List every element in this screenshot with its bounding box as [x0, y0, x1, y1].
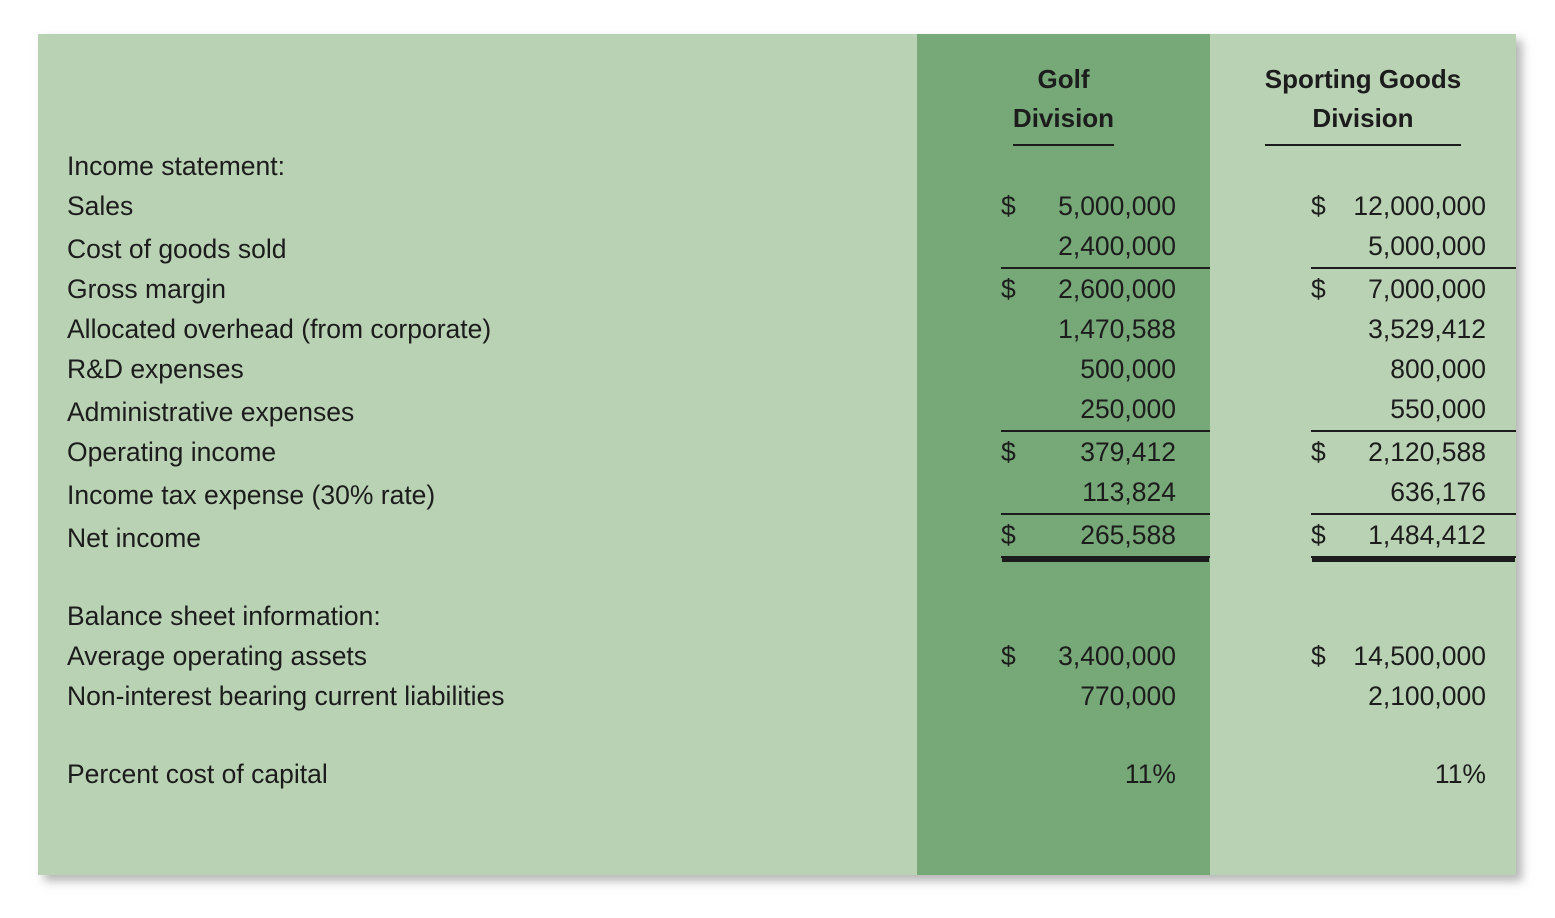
currency-symbol: $ — [1311, 641, 1326, 671]
golf-value — [917, 515, 1210, 558]
table-row — [38, 349, 1516, 389]
golf-value — [917, 226, 1210, 269]
table-spacer-row — [38, 716, 1516, 754]
currency-symbol: $ — [1001, 274, 1016, 304]
amount: 14,500,000 — [1353, 641, 1486, 671]
amount: 2,100,000 — [1368, 681, 1486, 711]
header-golf-line1: Golf — [1037, 64, 1090, 94]
sporting-value — [1210, 226, 1516, 269]
table-row — [38, 226, 1516, 269]
row-label: Operating income — [67, 437, 277, 467]
sporting-value — [1210, 349, 1516, 389]
golf-value — [917, 636, 1210, 676]
golf-value — [917, 186, 1210, 226]
currency-symbol: $ — [1001, 520, 1016, 550]
header-sporting-line2: Division — [1312, 103, 1414, 133]
sporting-value — [1210, 558, 1516, 596]
header-blank — [38, 34, 917, 146]
sporting-value — [1210, 754, 1516, 794]
table-row — [38, 269, 1516, 309]
amount: 1,484,412 — [1368, 520, 1486, 550]
row-label: Allocated overhead (from corporate) — [67, 314, 492, 344]
golf-value — [917, 309, 1210, 349]
amount: 1,470,588 — [1058, 314, 1176, 344]
table-row — [38, 389, 1516, 432]
golf-value — [917, 146, 1210, 186]
row-label: Cost of goods sold — [67, 234, 287, 264]
row-label: Sales — [67, 191, 134, 221]
amount: 770,000 — [1080, 681, 1176, 711]
amount: 379,412 — [1080, 437, 1176, 467]
sporting-value — [1210, 716, 1516, 754]
divisional-performance-table — [38, 34, 1516, 794]
amount: 5,000,000 — [1058, 191, 1176, 221]
currency-symbol: $ — [1311, 520, 1326, 550]
row-label: Net income — [67, 523, 202, 553]
amount: 2,600,000 — [1058, 274, 1176, 304]
row-label — [38, 558, 917, 596]
sporting-value — [1210, 186, 1516, 226]
amount: 12,000,000 — [1353, 191, 1486, 221]
amount: 11% — [1124, 759, 1176, 789]
table-row — [38, 472, 1516, 515]
row-label: Percent cost of capital — [67, 759, 328, 789]
table-row — [38, 309, 1516, 349]
header-sporting-line1: Sporting Goods — [1264, 64, 1462, 94]
sporting-value — [1210, 676, 1516, 716]
row-label: Gross margin — [67, 274, 227, 304]
sporting-value — [1210, 269, 1516, 309]
amount: 265,588 — [1080, 520, 1176, 550]
currency-symbol: $ — [1001, 191, 1016, 221]
row-label: Income statement: — [67, 151, 285, 181]
financial-table-panel — [38, 34, 1516, 875]
golf-value — [917, 596, 1210, 636]
currency-symbol: $ — [1001, 641, 1016, 671]
header-golf-line2: Division — [1012, 103, 1115, 133]
table-row — [38, 676, 1516, 716]
table-row — [38, 432, 1516, 472]
header-sporting-goods-division — [1210, 34, 1516, 146]
row-label — [38, 716, 917, 754]
sporting-value — [1210, 432, 1516, 472]
row-label: Average operating assets — [67, 641, 368, 671]
row-label: Income tax expense (30% rate) — [67, 480, 436, 510]
sporting-value — [1210, 146, 1516, 186]
table-spacer-row — [38, 558, 1516, 596]
amount: 11% — [1434, 759, 1486, 789]
amount: 2,400,000 — [1058, 231, 1176, 261]
table-row — [38, 636, 1516, 676]
table-row — [38, 186, 1516, 226]
amount: 250,000 — [1080, 394, 1176, 424]
amount: 550,000 — [1390, 394, 1486, 424]
currency-symbol: $ — [1001, 437, 1016, 467]
amount: 2,120,588 — [1368, 437, 1486, 467]
sporting-value — [1210, 309, 1516, 349]
table-body — [38, 146, 1516, 794]
table-header-row — [38, 34, 1516, 146]
amount: 636,176 — [1390, 477, 1486, 507]
golf-value — [917, 269, 1210, 309]
currency-symbol: $ — [1311, 274, 1326, 304]
golf-value — [917, 389, 1210, 432]
amount: 500,000 — [1080, 354, 1176, 384]
table-row — [38, 596, 1516, 636]
row-label: R&D expenses — [67, 354, 244, 384]
golf-value — [917, 432, 1210, 472]
golf-value — [917, 754, 1210, 794]
currency-symbol: $ — [1311, 191, 1326, 221]
sporting-value — [1210, 389, 1516, 432]
table-row — [38, 754, 1516, 794]
sporting-value — [1210, 636, 1516, 676]
amount: 5,000,000 — [1368, 231, 1486, 261]
table-row — [38, 515, 1516, 558]
sporting-value — [1210, 515, 1516, 558]
row-label: Non-interest bearing current liabilities — [67, 681, 505, 711]
golf-value — [917, 472, 1210, 515]
amount: 3,400,000 — [1058, 641, 1176, 671]
golf-value — [917, 716, 1210, 754]
row-label: Administrative expenses — [67, 397, 355, 427]
golf-value — [917, 558, 1210, 596]
amount: 3,529,412 — [1368, 314, 1486, 344]
table-row — [38, 146, 1516, 186]
amount: 800,000 — [1390, 354, 1486, 384]
golf-value — [917, 676, 1210, 716]
sporting-value — [1210, 472, 1516, 515]
golf-value — [917, 349, 1210, 389]
amount: 7,000,000 — [1368, 274, 1486, 304]
currency-symbol: $ — [1311, 437, 1326, 467]
sporting-value — [1210, 596, 1516, 636]
header-golf-division — [917, 34, 1210, 146]
amount: 113,824 — [1082, 477, 1176, 507]
row-label: Balance sheet information: — [67, 601, 381, 631]
